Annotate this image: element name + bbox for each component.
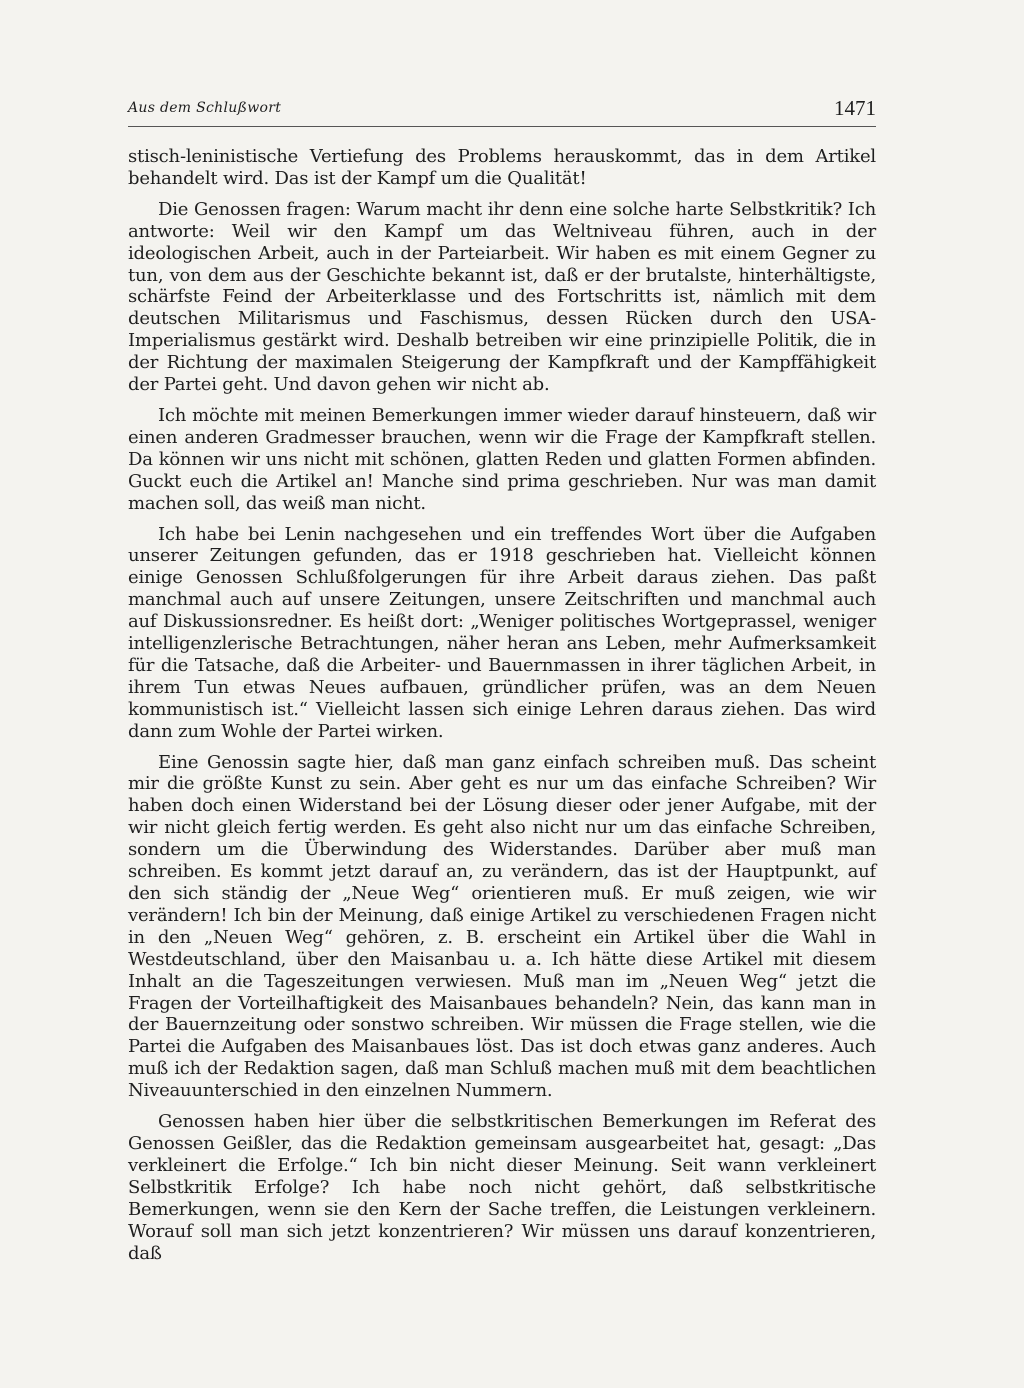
- header-rule: [128, 126, 876, 127]
- page-number: 1471: [834, 96, 876, 120]
- paragraph-lenin-quote: Ich habe bei Lenin nachgesehen und ein treffendes Wort über die Aufgaben unserer Zeitungen gefunden, das er 1918 geschrieben hat. Vielleicht können einige Genossen Schlußfolgerungen für ihre Arbeit daraus ziehen. Das paßt manchmal auch auf unsere Zeitungen, unsere Zeitschriften und manchmal auch auf Diskussionsredner. Es heißt dort: „Weniger politisches Wortgeprassel, weniger intelligenzlerische Betrachtungen, näher heran ans Leben, mehr Aufmerksamkeit für die Tatsache, daß die Arbeiter- und Bauernmassen in ihrer täglichen Arbeit, in ihrem Tun etwas Neues aufbauen, gründlicher prüfen, was an dem Neuen kommunistisch ist.“ Vielleicht lassen sich einige Lehren daraus ziehen. Das wird dann zum Wohle der Partei wirken.: [128, 523, 876, 742]
- paragraph-selbstkritik: Die Genossen fragen: Warum macht ihr denn eine solche harte Selbstkritik? Ich antworte: Weil wir den Kampf um das Weltniveau führen, auch in der ideologischen Arbeit, auch in der Parteiarbeit. Wir haben es mit einem Gegner zu tun, von dem aus der Geschichte bekannt ist, daß er der brutalste, hinterhältigste, schärfste Feind der Arbeiterklasse und des Fortschritts ist, nämlich mit dem deutschen Militarismus und Faschismus, dessen Rücken durch den USA-Imperialismus gestärkt wird. Deshalb betreiben wir eine prinzipielle Politik, die in der Richtung der maximalen Steigerung der Kampfkraft und der Kampffähigkeit der Partei geht. Und davon gehen wir nicht ab.: [128, 198, 876, 396]
- paragraph-gradmesser: Ich möchte mit meinen Bemerkungen immer wieder darauf hinsteuern, daß wir einen anderen Gradmesser brauchen, wenn wir die Frage der Kampfkraft stellen. Da können wir uns nicht mit schönen, glatten Reden und glatten Formen abfinden. Guckt euch die Artikel an! Manche sind prima geschrieben. Nur was man damit machen soll, das weiß man nicht.: [128, 404, 876, 514]
- paragraph-erfolge: Genossen haben hier über die selbstkritischen Bemerkungen im Referat des Genossen Geißler, das die Redaktion gemeinsam ausgearbeitet hat, gesagt: „Das verkleinert die Erfolge.“ Ich bin nicht dieser Meinung. Seit wann verkleinert Selbstkritik Erfolge? Ich habe noch nicht gehört, daß selbstkritische Bemerkungen, wenn sie den Kern der Sache treffen, die Leistungen verkleinern. Worauf soll man sich jetzt konzentrieren? Wir müssen uns darauf konzentrieren, daß: [128, 1111, 876, 1264]
- body-text: [128, 146, 876, 1273]
- running-title: Aus dem Schlußwort: [128, 100, 282, 116]
- paragraph-continuation: stisch-leninistische Vertiefung des Problems herauskommt, das in dem Artikel behandelt wird. Das ist der Kampf um die Qualität!: [128, 146, 876, 189]
- paragraph-einfach-schreiben: Eine Genossin sagte hier, daß man ganz einfach schreiben muß. Das scheint mir die größte Kunst zu sein. Aber geht es nur um das einfache Schreiben? Wir haben doch einen Widerstand bei der Lösung dieser oder jener Aufgabe, mit der wir nicht gleich fertig werden. Es geht also nicht nur um das einfache Schreiben, sondern um die Überwindung des Widerstandes. Darüber aber muß man schreiben. Es kommt jetzt darauf an, zu verändern, das ist der Hauptpunkt, auf den sich ständig der „Neue Weg“ orientieren muß. Er muß zeigen, wie wir verändern! Ich bin der Meinung, daß einige Artikel zu verschiedenen Fragen nicht in den „Neuen Weg“ gehören, z. B. erscheint ein Artikel über die Wahl in Westdeutschland, über den Maisanbau u. a. Ich hätte diese Artikel mit diesem Inhalt an die Tageszeitungen verwiesen. Muß man im „Neuen Weg“ jetzt die Fragen der Vorteilhaftigkeit des Maisanbaues behandeln? Nein, das kann man in der Bauernzeitung oder sonstwo schreiben. Wir müssen die Frage stellen, wie die Partei die Aufgaben des Maisanbaues löst. Das ist doch etwas ganz anderes. Auch muß ich der Redaktion sagen, daß man Schluß machen muß mit dem beachtlichen Niveauunterschied in den einzelnen Nummern.: [128, 751, 876, 1102]
- running-header: [128, 96, 876, 122]
